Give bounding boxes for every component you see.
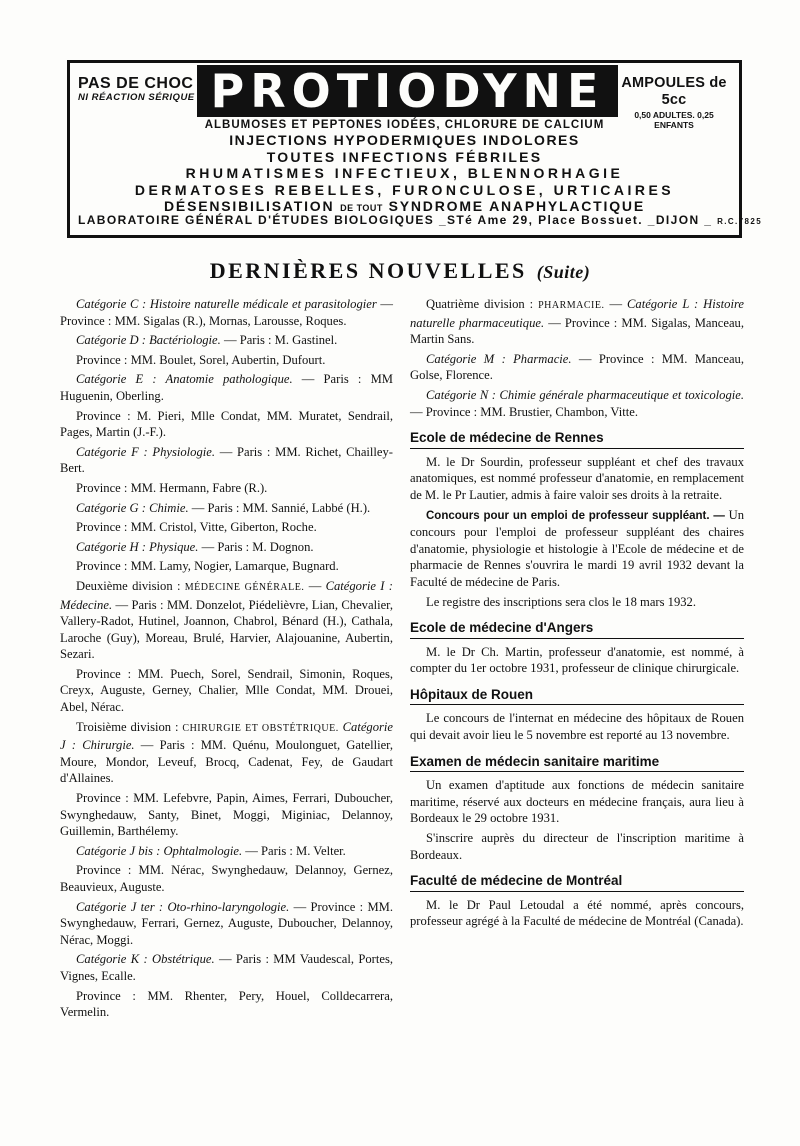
paragraph: Province : MM. Nérac, Swynghedauw, Delannoy, Gernez, Beauvieux, Auguste.	[60, 863, 393, 894]
category-label: Catégorie K : Obstétrique.	[76, 952, 215, 967]
ad-line-4: RHUMATISMES INFECTIEUX, BLENNORHAGIE	[185, 165, 624, 182]
ad-right-line2: 0,50 ADULTES. 0,25 ENFANTS	[634, 109, 714, 130]
paragraph: M. le Dr Ch. Martin, professeur d'anatomie, est nommé, à compter du 1er octobre 1931, professeur de clinique chirurgicale.	[410, 644, 744, 676]
paragraph: Le concours de l'internat en médecine des hôpitaux de Rouen qui devait avoir lieu le 5 novembre est reporté au 13 novembre.	[410, 711, 744, 743]
paragraph-text: Un concours pour l'emploi de professeur suppléant des chaires d'anatomie, physiologie et histologie à l'Ecole de médecine et de pharmacie de Rennes s'ouvrira le mardi 19 avril 1932 devant la Faculté de médecine de Paris.	[410, 507, 744, 589]
page-title-suite: (Suite)	[536, 262, 591, 282]
paragraph-text: — Province : MM. Sigalas, Manceau, Martin Sans.	[410, 315, 745, 347]
category-label: Catégorie H : Physique.	[76, 539, 199, 554]
ad-line-6a: DÉSENSIBILISATION	[164, 197, 335, 214]
ad-laboratory-line	[78, 213, 763, 227]
ad-line-6b: DE TOUT	[340, 202, 383, 213]
paragraph: Le registre des inscriptions sera clos le 18 mars 1932.	[426, 594, 696, 609]
paragraph	[60, 719, 393, 787]
paragraph-text: — Paris : MM. Richet, Chailley-Bert.	[60, 444, 393, 476]
category-label: Catégorie N : Chimie générale pharmaceutique et toxicologie.	[426, 387, 744, 402]
ad-laboratory-text: LABORATOIRE GÉNÉRAL D'ÉTUDES BIOLOGIQUES _STé Ame 29, Place Bossuet. _DIJON _	[78, 213, 713, 227]
paragraph-text: — Paris : M. Gastinel.	[220, 333, 338, 348]
ad-rc-number: R.C.7825	[717, 217, 763, 226]
paragraph-text: — Province : MM. Swynghedauw, Ferrari, Gernez, Auguste, Duboucher, Delannoy, Nérac, Moggi.	[60, 899, 393, 947]
category-label: Catégorie I : Médecine.	[60, 578, 393, 612]
paragraph-text: — Province : MM. Sigalas (R.), Mornas, Larousse, Roques.	[60, 297, 393, 328]
subheading: Concours pour un emploi de professeur suppléant. —	[426, 509, 725, 522]
paragraph	[60, 899, 393, 949]
paragraph	[60, 578, 393, 663]
paragraph-text: — Province : MM. Manceau, Golse, Florence.	[410, 351, 745, 383]
division-name: MÉDECINE GÉNÉRALE.	[184, 581, 305, 593]
ad-right-line1: AMPOULES de 5cc	[621, 75, 727, 109]
category-label: Catégorie J : Chirurgie.	[60, 719, 393, 753]
ad-body	[70, 119, 739, 214]
paragraph: Province : MM. Lefebvre, Papin, Aimes, Ferrari, Duboucher, Swynghedauw, Santy, Binet, Moggi, Miginiac, Delannoy, Guillemin, Barthélemy.	[60, 791, 393, 839]
paragraph-text: — Paris : M. Dognon.	[198, 539, 314, 554]
ad-line-6c: SYNDROME ANAPHYLACTIQUE	[388, 197, 645, 214]
paragraph: Province : MM. Boulet, Sorel, Aubertin, Dufourt.	[76, 352, 326, 367]
left-column	[60, 296, 393, 1024]
section-title-rennes: Ecole de médecine de Rennes	[410, 430, 744, 449]
paragraph	[410, 296, 744, 348]
ad-left-line1: PAS DE CHOC	[78, 75, 194, 92]
category-label: Catégorie F : Physiologie.	[76, 444, 215, 459]
paragraph	[60, 951, 393, 984]
paragraph	[410, 507, 744, 591]
paragraph	[410, 387, 744, 420]
category-label: Catégorie M : Pharmacie.	[426, 351, 572, 366]
paragraph: Province : MM. Cristol, Vitte, Giberton, Roche.	[76, 520, 317, 535]
section-title-maritime: Examen de médecin sanitaire maritime	[410, 754, 744, 773]
paragraph	[60, 539, 393, 556]
division-name: CHIRURGIE ET OBSTÉTRIQUE.	[182, 722, 339, 734]
paragraph	[60, 843, 393, 860]
paragraph-text: — Paris : M. Velter.	[242, 843, 346, 858]
category-label: Catégorie G : Chimie.	[76, 500, 189, 515]
paragraph: Province : M. Pieri, Mlle Condat, MM. Muratet, Sendrail, Pages, Martin (J.-F.).	[60, 408, 393, 440]
dash: —	[604, 297, 627, 311]
category-label: Catégorie L : Histoire naturelle pharmaceutique.	[410, 297, 744, 330]
paragraph: Province : MM. Rhenter, Pery, Houel, Colldecarrera, Vermelin.	[60, 988, 393, 1020]
ad-line-6	[70, 198, 739, 214]
paragraph	[60, 500, 393, 517]
category-label: Catégorie J bis : Ophtalmologie.	[76, 843, 243, 858]
paragraph: M. le Dr Sourdin, professeur suppléant et chef des travaux anatomiques, est nommé professeur d'anatomie, en remplacement de M. le Pr Lautier, admis à faire valoir ses droits à la retraite.	[410, 454, 744, 502]
paragraph: Province : MM. Hermann, Fabre (R.).	[76, 480, 268, 495]
paragraph-text: — Province : MM. Brustier, Chambon, Vitte.	[410, 404, 638, 419]
ad-left-line2: NI RÉACTION SÉRIQUE	[78, 91, 195, 103]
paragraph	[410, 351, 744, 384]
ad-line-1: ALBUMOSES ET PEPTONES IODÉES, CHLORURE DE CALCIUM	[204, 119, 605, 131]
ad-left-block	[78, 75, 198, 103]
division-label: Quatrième division :	[426, 297, 539, 311]
paragraph-text: — Paris : MM. Quénu, Moulonguet, Gatellier, Moure, Mondor, Leveuf, Brocq, Cadenat, Fey, de Gaudart d'Allaines.	[60, 738, 394, 786]
division-label: Deuxième division :	[76, 578, 185, 593]
page-title: DERNIÈRES NOUVELLES	[209, 258, 527, 283]
paragraph: Un examen d'aptitude aux fonctions de médecin sanitaire maritime, réservé aux docteurs en médecine français, aura lieu à Bordeaux le 29 octobre 1931.	[410, 778, 744, 826]
category-label: Catégorie D : Bactériologie.	[76, 333, 221, 348]
category-label: Catégorie E : Anatomie pathologique.	[76, 372, 293, 387]
section-title-angers: Ecole de médecine d'Angers	[410, 620, 744, 639]
page-heading	[0, 258, 800, 284]
paragraph-text: — Paris : MM Vaudescal, Portes, Vignes, Ecalle.	[60, 952, 393, 983]
paragraph	[60, 296, 393, 329]
paragraph: Province : MM. Lamy, Nogier, Lamarque, Bugnard.	[76, 559, 339, 574]
section-title-rouen: Hôpitaux de Rouen	[410, 687, 744, 706]
paragraph: S'inscrire auprès du directeur de l'inscription maritime à Bordeaux.	[410, 831, 744, 862]
paragraph	[60, 332, 393, 349]
ad-line-3: TOUTES INFECTIONS FÉBRILES	[266, 148, 543, 165]
paragraph: Province : MM. Puech, Sorel, Sendrail, Simonin, Roques, Creyx, Auguste, Gerney, Chalier, Mlle Condat, MM. Drouei, Abel, Nérac.	[60, 666, 393, 715]
paragraph: M. le Dr Paul Letoudal a été nommé, après concours, professeur agrégé à la Faculté de médecine de Montréal (Canada).	[410, 897, 744, 929]
paragraph	[60, 371, 393, 404]
right-column	[410, 296, 744, 933]
dash: —	[304, 578, 326, 593]
paragraph	[60, 444, 393, 477]
division-name: PHARMACIE.	[538, 300, 605, 311]
category-label: Catégorie C : Histoire naturelle médicale et parasitologier	[76, 297, 377, 311]
protiodyne-advertisement	[67, 60, 763, 238]
ad-line-2: INJECTIONS HYPODERMIQUES INDOLORES	[229, 132, 580, 149]
section-title-montreal: Faculté de médecine de Montréal	[410, 873, 744, 892]
ad-line-5: DERMATOSES REBELLES, FURONCULOSE, URTICAIRES	[134, 181, 675, 198]
ad-brand-name: PROTIODYNE	[197, 65, 618, 117]
paragraph-text: — Paris : MM Huguenin, Oberling.	[60, 372, 393, 403]
paragraph-text: — Paris : MM. Donzelot, Piédelièvre, Lian, Chevalier, Vallery-Radot, Hutinel, Joannon, Chabrol, Bénard (H.), Cathala, Laroche (Guy), Moreau, Brulé, Harvier, Alajouanine, Aubertin, Sezari.	[60, 597, 393, 662]
paragraph-text: — Paris : MM. Sannié, Labbé (H.).	[188, 500, 371, 515]
category-label: Catégorie J ter : Oto-rhino-laryngologie.	[76, 899, 290, 914]
division-label: Troisième division :	[76, 719, 183, 734]
